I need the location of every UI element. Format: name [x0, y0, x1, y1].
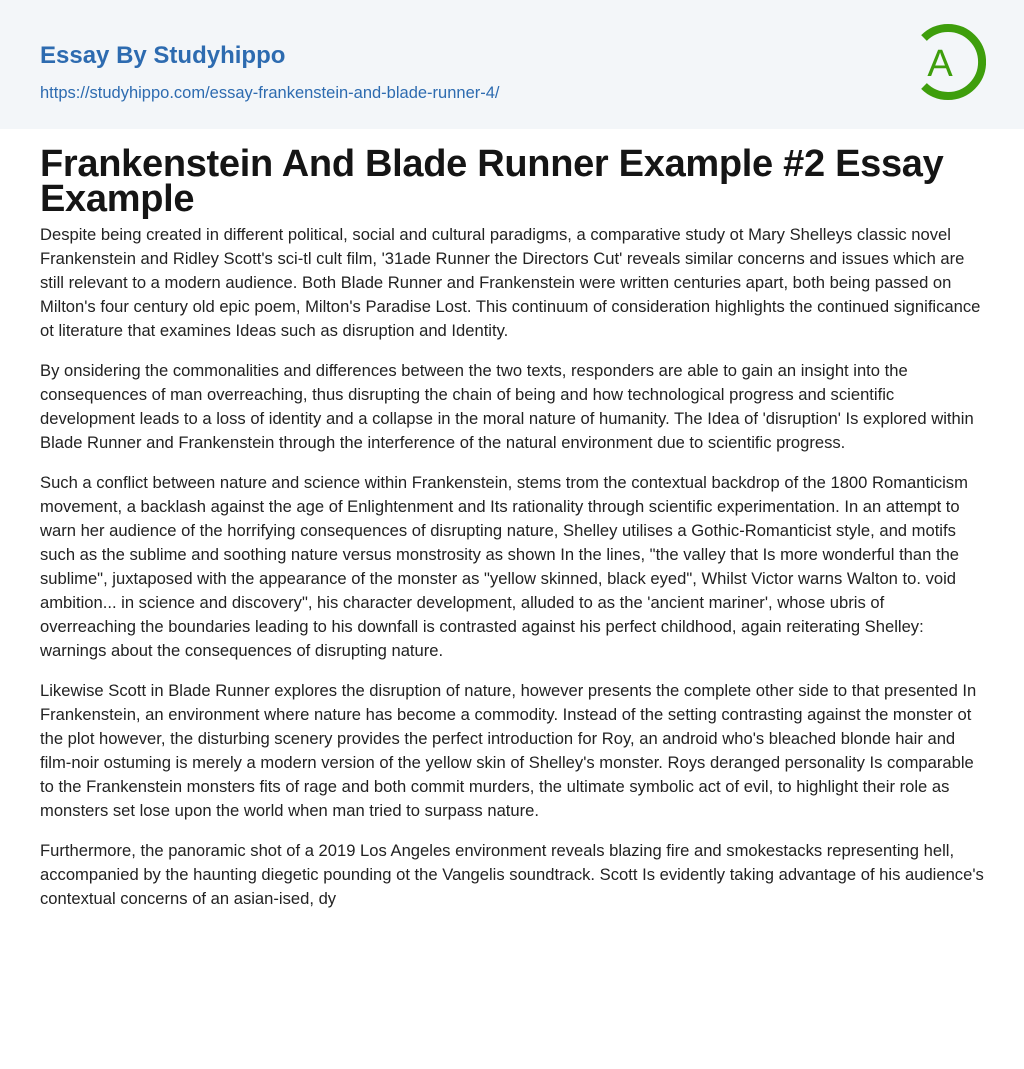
page-title: Frankenstein And Blade Runner Example #2 Essay Example [40, 143, 944, 220]
studyhippo-logo-icon[interactable] [912, 20, 986, 104]
paragraph: By onsidering the commonalities and differences between the two texts, responders are able to gain an insight into the consequences of man overreaching, thus disrupting the chain of being and how technological progress and scientific development leads to a loss of identity and a collapse in the moral nature of humanity. The Idea of 'disruption' Is explored within Blade Runner and Frankenstein through the interference of the natural environment due to scientific progress. [40, 361, 974, 452]
paragraph: Likewise Scott in Blade Runner explores the disruption of nature, however presents the complete other side to that presented In Frankenstein, an environment where nature has become a commodity. Instead of the setting contrasting against the monster ot the plot however, the disturbing scenery provides the perfect introduction for Roy, an android who's bleached blonde hair and film-noir ostuming is merely a modern version of the yellow skin of Shelley's monster. Roys deranged personality Is comparable to the Frankenstein monsters fits of rage and both commit murders, the ultimate symbolic act of evil, to highlight their role as monsters set lose upon the world when man tried to surpass nature. [40, 681, 977, 820]
article [0, 143, 1024, 911]
logo-letter: A [927, 43, 953, 85]
essay-url-link[interactable]: https://studyhippo.com/essay-frankenstein-and-blade-runner-4/ [40, 84, 500, 102]
paragraph: Such a conflict between nature and science within Frankenstein, stems trom the contextual backdrop of the 1800 Romanticism movement, a backlash against the age of Enlightenment and Its rationality through scientific experimentation. In an attempt to warn her audience of the horrifying consequences of disrupting nature, Shelley utilises a Gothic-Romanticist style, and motifs such as the sublime and soothing nature versus monstrosity as shown In the lines, "the valley that Is more wonderful than the sublime", juxtaposed with the appearance of the monster as "yellow skinned, black eyed", Whilst Victor warns Walton to. void ambition... in science and discovery", his character development, alluded to as the 'ancient mariner', whose ubris of overreaching the boundaries leading to his downfall is contrasted against his perfect childhood, again reiterating Shelley: warnings about the consequences of disrupting nature. [40, 473, 968, 660]
brand-title: Essay By Studyhippo [40, 42, 286, 69]
paragraph: Despite being created in different political, social and cultural paradigms, a comparative study ot Mary Shelleys classic novel Frankenstein and Ridley Scott's sci-tl cult film, '31ade Runner the Directors Cut' reveals similar concerns and issues which are still relevant to a modern audience. Both Blade Runner and Frankenstein were written centuries apart, both being passed on Milton's four century old epic poem, Milton's Paradise Lost. This continuum of consideration highlights the continued significance ot literature that examines Ideas such as disruption and Identity. [40, 225, 981, 340]
site-header [0, 0, 1024, 129]
paragraph: Furthermore, the panoramic shot of a 2019 Los Angeles environment reveals blazing fire and smokestacks representing hell, accompanied by the haunting diegetic pounding ot the Vangelis soundtrack. Scott Is evidently taking advantage of his audience's contextual concerns of an asian-ised, dy [40, 841, 984, 908]
